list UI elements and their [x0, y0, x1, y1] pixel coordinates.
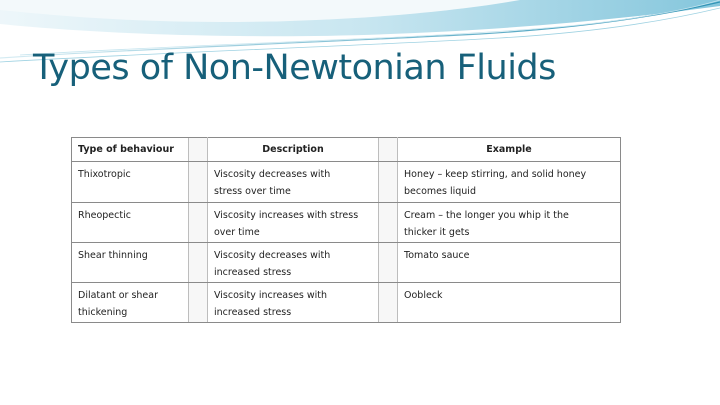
column-gap	[379, 203, 398, 243]
column-gap	[379, 243, 398, 283]
cell-example	[398, 243, 621, 283]
cell-line: Viscosity decreases with	[214, 169, 331, 180]
cell-line: Dilatant or shear	[78, 290, 159, 301]
cell-example	[398, 203, 621, 243]
slide-title: Types of Non-Newtonian Fluids	[33, 48, 556, 88]
column-gap	[189, 162, 208, 203]
cell-line: Shear thinning	[78, 250, 148, 261]
column-gap	[379, 283, 398, 323]
table-row	[72, 203, 621, 243]
cell-description	[208, 243, 379, 283]
table-body	[72, 162, 621, 323]
cell-line: over time	[214, 226, 260, 238]
column-gap	[379, 138, 398, 162]
cell-line: Viscosity decreases with	[214, 250, 331, 261]
fluid-types-table-container	[71, 137, 621, 323]
table-row	[72, 243, 621, 283]
header-row	[72, 138, 621, 162]
cell-type	[72, 162, 189, 203]
column-gap	[189, 138, 208, 162]
cell-line: becomes liquid	[404, 185, 476, 197]
column-gap	[379, 162, 398, 203]
cell-line: Cream – the longer you whip it the	[404, 210, 569, 221]
cell-description	[208, 203, 379, 243]
cell-line: thickening	[78, 306, 128, 318]
cell-line: thicker it gets	[404, 226, 470, 238]
table-header	[72, 138, 621, 162]
cell-line: Rheopectic	[78, 210, 131, 221]
cell-example	[398, 283, 621, 323]
cell-line: Oobleck	[404, 290, 443, 301]
cell-line: stress over time	[214, 185, 291, 197]
column-gap	[189, 203, 208, 243]
header-description: Description	[208, 138, 379, 162]
fluid-types-table	[71, 137, 621, 323]
cell-description	[208, 162, 379, 203]
cell-line: Viscosity increases with	[214, 290, 328, 301]
cell-line: Honey – keep stirring, and solid honey	[404, 169, 587, 180]
cell-line: Tomato sauce	[404, 250, 470, 261]
cell-line: Thixotropic	[78, 169, 131, 180]
column-gap	[189, 243, 208, 283]
cell-type	[72, 203, 189, 243]
header-example: Example	[398, 138, 621, 162]
column-gap	[189, 283, 208, 323]
table-row	[72, 162, 621, 203]
cell-line: increased stress	[214, 306, 292, 318]
cell-description	[208, 283, 379, 323]
cell-type	[72, 243, 189, 283]
cell-line: increased stress	[214, 266, 292, 278]
header-type-of-behaviour: Type of behaviour	[72, 138, 189, 162]
table-row	[72, 283, 621, 323]
cell-type	[72, 283, 189, 323]
cell-example	[398, 162, 621, 203]
cell-line: Viscosity increases with stress	[214, 210, 359, 221]
